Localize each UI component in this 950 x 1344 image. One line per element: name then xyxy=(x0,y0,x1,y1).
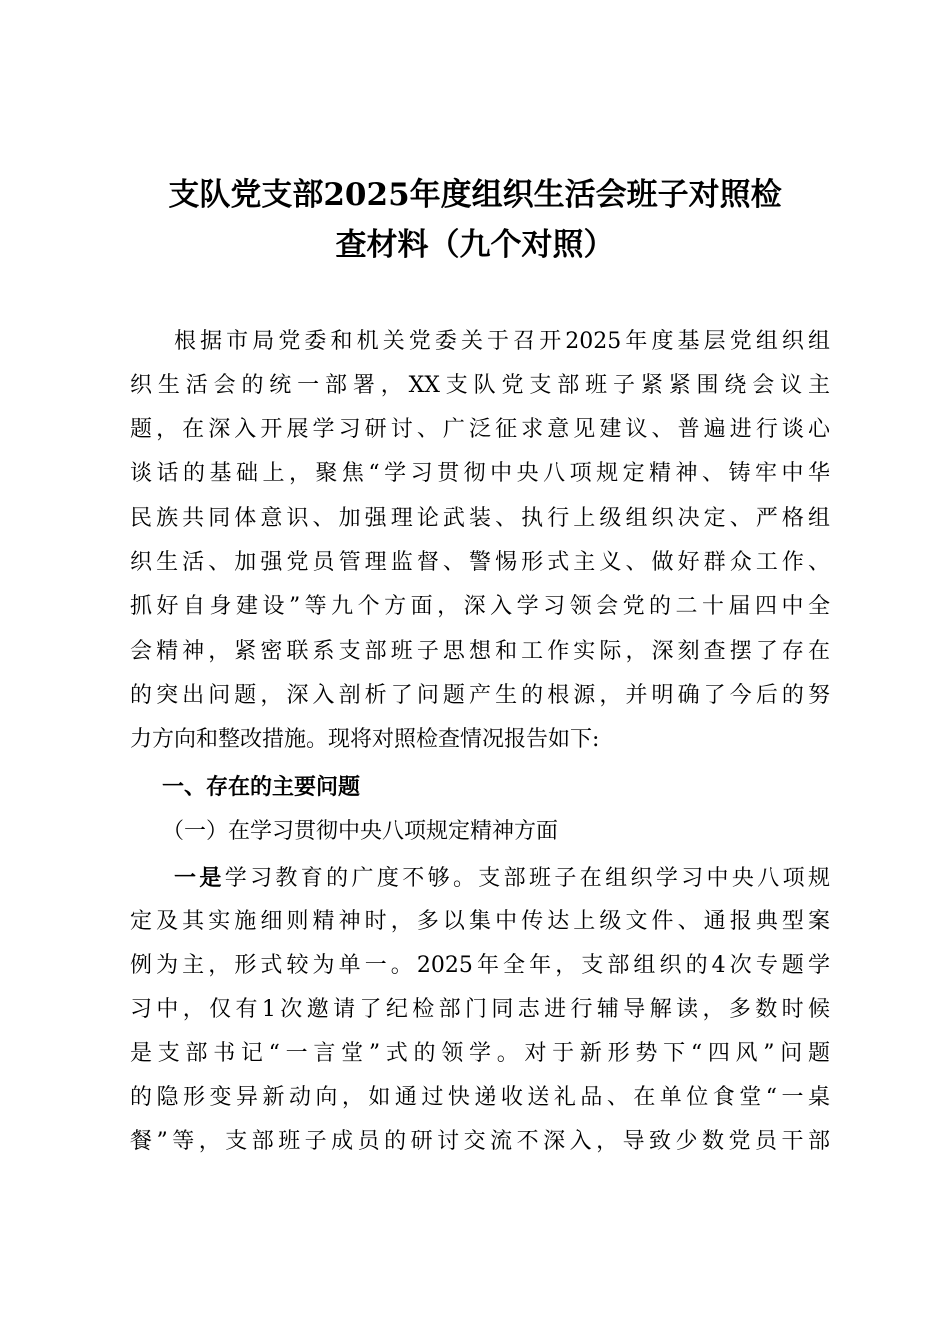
section-heading: 一、存在的主要问题 xyxy=(162,775,361,800)
paragraph-line: 的隐形变异新动向，如通过快递收送礼品、在单位食堂“一桌 xyxy=(130,1085,830,1110)
document-title-line-1: 支队党支部2025年度组织生活会班子对照检 xyxy=(168,177,782,213)
paragraph-line: 谈话的基础上，聚焦“学习贯彻中央八项规定精神、铸牢中华 xyxy=(130,461,830,486)
paragraph-line: 力方向和整改措施。现将对照检查情况报告如下: xyxy=(130,727,600,752)
paragraph-line: 织生活、加强党员管理监督、警惕形式主义、做好群众工作、 xyxy=(130,550,830,575)
paragraph-line: 餐”等，支部班子成员的研讨交流不深入，导致少数党员干部 xyxy=(130,1129,830,1154)
subsection-heading: （一）在学习贯彻中央八项规定精神方面 xyxy=(162,819,559,844)
paragraph-line xyxy=(174,856,830,900)
paragraph-line: 根据市局党委和机关党委关于召开2025年度基层党组织组 xyxy=(174,329,830,354)
paragraph-line: 习中，仅有1次邀请了纪检部门同志进行辅导解读，多数时候 xyxy=(130,997,830,1022)
paragraph-line: 的突出问题，深入剖析了问题产生的根源，并明确了今后的努 xyxy=(130,683,830,708)
document-title-line-2: 查材料（九个对照） xyxy=(335,227,615,263)
point-lead: 一是 xyxy=(174,865,225,891)
paragraph-line: 题，在深入开展学习研讨、广泛征求意见建议、普遍进行谈心 xyxy=(130,417,830,442)
paragraph-line: 织生活会的统一部署，XX支队党支部班子紧紧围绕会议主 xyxy=(130,373,830,398)
point-text: 学习教育的广度不够。支部班子在组织学习中央八项规 xyxy=(224,866,830,891)
paragraph-line: 定及其实施细则精神时，多以集中传达上级文件、通报典型案 xyxy=(130,909,830,934)
paragraph-line: 会精神，紧密联系支部班子思想和工作实际，深刻查摆了存在 xyxy=(130,639,830,664)
paragraph-line: 例为主，形式较为单一。2025年全年，支部组织的4次专题学 xyxy=(130,953,830,978)
paragraph-line: 是支部书记“一言堂”式的领学。对于新形势下“四风”问题 xyxy=(130,1041,830,1066)
paragraph-line: 民族共同体意识、加强理论武装、执行上级组织决定、严格组 xyxy=(130,506,830,531)
paragraph-line: 抓好自身建设”等九个方面，深入学习领会党的二十届四中全 xyxy=(130,594,830,619)
